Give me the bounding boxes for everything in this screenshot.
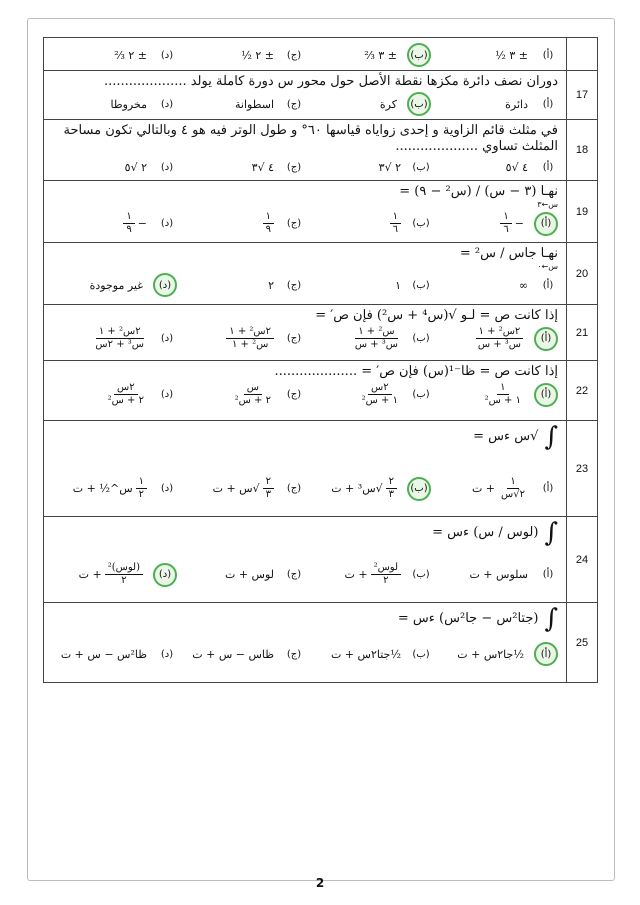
fraction-numerator: ٢س: [368, 382, 392, 395]
option-letter[interactable]: (ج): [286, 98, 302, 110]
fraction-numerator: (لوس)²: [105, 562, 143, 575]
integral-sign-icon: ∫: [544, 604, 558, 634]
fraction-numerator: ١: [507, 476, 518, 489]
fraction-denominator: س³ + س: [354, 339, 398, 350]
stem-text: (جتا²س − جا²س) ءس =: [397, 611, 539, 626]
option-letter[interactable]: (ب): [412, 648, 430, 660]
fraction-numerator: ٢س² + ١: [476, 326, 524, 339]
answer-option[interactable]: [177, 94, 304, 114]
answer-option[interactable]: [50, 562, 177, 587]
fraction-denominator: ٢√س: [501, 489, 525, 500]
question-row: [44, 603, 598, 683]
option-letter[interactable]: (ب): [412, 218, 430, 229]
question-row: [44, 181, 598, 243]
fraction-denominator: ٦: [503, 224, 509, 235]
option-expression: [232, 382, 274, 407]
option-tail: + ت: [78, 568, 102, 581]
option-letter[interactable]: (أ): [542, 569, 554, 580]
question-body: [44, 603, 567, 683]
option-fraction: [475, 326, 524, 351]
answer-option[interactable]: [431, 476, 558, 501]
question-number: 18: [567, 120, 598, 181]
page-number: 2: [315, 876, 325, 890]
option-expression: [73, 476, 147, 501]
answer-option[interactable]: [431, 565, 558, 585]
fraction-denominator: ٢ + س²: [107, 395, 144, 406]
question-stem: [50, 424, 558, 450]
option-fraction: [482, 382, 524, 407]
selected-answer-circle[interactable]: (أ): [534, 383, 558, 407]
option-letter[interactable]: (د): [160, 333, 174, 344]
option-fraction: [136, 476, 147, 501]
fraction-numerator: ٢: [263, 476, 274, 489]
question-row: [44, 38, 598, 71]
fraction-denominator: س³ + ٢س: [95, 339, 144, 350]
answer-option[interactable]: [431, 45, 558, 65]
options-row: [50, 273, 558, 297]
option-fraction: [352, 326, 401, 351]
fraction-numerator: ١: [136, 476, 147, 489]
integral-sign-icon: ∫: [544, 422, 558, 452]
selected-answer-circle[interactable]: (د): [153, 563, 177, 587]
options-row: [50, 211, 558, 236]
option-letter[interactable]: (د): [160, 389, 174, 400]
options-row: [50, 382, 558, 407]
answer-option[interactable]: [50, 94, 177, 114]
option-expression: [79, 562, 143, 587]
question-stem: [50, 74, 558, 90]
question-stem: [50, 123, 558, 155]
question-body: [44, 38, 567, 71]
option-letter[interactable]: (ب): [412, 389, 430, 400]
selected-answer-circle[interactable]: (ب): [407, 43, 431, 67]
limit-subscript: س←٣: [537, 200, 558, 209]
answer-option[interactable]: [177, 157, 304, 177]
answer-option[interactable]: [304, 43, 431, 67]
option-expression: [359, 382, 401, 407]
fraction-denominator: ٢: [383, 575, 389, 586]
fraction-denominator: ٢ + س²: [234, 395, 271, 406]
option-expression: [105, 382, 147, 407]
question-stem: [50, 246, 558, 271]
question-body: [44, 421, 567, 517]
answer-option[interactable]: [304, 326, 431, 351]
option-value: ± ٣ ⅔: [364, 48, 397, 62]
question-number: 19: [567, 181, 598, 243]
selected-answer-circle[interactable]: (ب): [407, 477, 431, 501]
answer-option[interactable]: [304, 211, 431, 236]
option-tail: + ت: [344, 568, 368, 581]
question-number: 17: [567, 71, 598, 120]
limit-subscript: س←٠: [537, 262, 558, 271]
option-expression: [472, 476, 528, 501]
fraction-denominator: ٢: [121, 575, 127, 586]
option-expression: [390, 211, 401, 236]
question-number: 20: [567, 243, 598, 305]
option-letter[interactable]: (ج): [286, 279, 302, 291]
option-letter[interactable]: (ب): [412, 161, 430, 173]
fraction-numerator: ١: [123, 211, 134, 224]
answer-option[interactable]: [177, 565, 304, 585]
option-value: ∞: [518, 278, 528, 292]
exam-table: [43, 37, 598, 683]
fraction-denominator: ١ + س²: [361, 395, 398, 406]
option-value: ± ٢ ½: [241, 48, 274, 62]
stem-text: √س ءس =: [473, 429, 539, 444]
options-row: [50, 157, 558, 177]
option-letter[interactable]: (ب): [412, 569, 430, 580]
question-number: 25: [567, 603, 598, 683]
answer-option[interactable]: [431, 326, 558, 351]
option-letter[interactable]: (د): [160, 161, 174, 173]
question-number: 23: [567, 421, 598, 517]
option-letter[interactable]: (ج): [286, 648, 302, 660]
answer-option[interactable]: [177, 326, 304, 351]
answer-option[interactable]: [177, 644, 304, 664]
option-tail: س^½ + ت: [72, 482, 133, 495]
question-stem: [50, 606, 558, 632]
question-body: [44, 361, 567, 421]
option-value: اسطوانة: [235, 97, 274, 111]
option-tail: √س + ت: [212, 482, 260, 495]
option-fraction: [123, 211, 134, 236]
option-value: سلوس + ت: [469, 568, 528, 581]
fraction-numerator: ٢س: [114, 382, 138, 395]
selected-answer-circle[interactable]: (د): [153, 273, 177, 297]
option-value: دائرة: [505, 97, 528, 111]
option-value: لوس + ت: [224, 568, 274, 581]
option-expression: [352, 326, 401, 351]
answer-option[interactable]: [431, 642, 558, 666]
option-fraction: [226, 326, 274, 351]
option-sign: −: [514, 217, 524, 230]
option-expression: [123, 211, 147, 236]
question-body: [44, 305, 567, 361]
option-letter[interactable]: (ج): [286, 218, 302, 229]
option-value: ½جا٢س + ت: [457, 647, 524, 661]
option-expression: [92, 326, 147, 351]
option-expression: [263, 211, 274, 236]
stem-text: إذا كانت ص = لـو √(س⁴ + س²) فإن ص′ =: [315, 308, 558, 323]
selected-answer-circle[interactable]: (أ): [534, 327, 558, 351]
option-fraction: [386, 476, 397, 501]
option-fraction: [390, 211, 401, 236]
fraction-numerator: س: [244, 382, 262, 395]
fraction-denominator: س³ + س: [477, 339, 521, 350]
option-letter[interactable]: (ج): [286, 333, 302, 344]
option-value: كرة: [379, 97, 397, 111]
option-expression: [500, 211, 524, 236]
question-stem: [50, 364, 558, 380]
question-row: [44, 71, 598, 120]
question-number: [567, 38, 598, 71]
answer-option[interactable]: [50, 644, 177, 664]
option-letter[interactable]: (أ): [542, 483, 554, 494]
fraction-numerator: لوس²: [371, 562, 401, 575]
option-expression: [226, 326, 274, 351]
option-value: ٤ √٥: [505, 160, 528, 174]
options-row: [50, 92, 558, 116]
answer-option[interactable]: [177, 382, 304, 407]
option-fraction: [359, 382, 401, 407]
fraction-denominator: ٦: [392, 224, 398, 235]
answer-option[interactable]: [50, 45, 177, 65]
option-letter[interactable]: (أ): [542, 49, 554, 61]
fraction-numerator: ١: [500, 211, 511, 224]
fraction-denominator: ٢: [138, 489, 144, 500]
fraction-numerator: ١: [390, 211, 401, 224]
answer-option[interactable]: [431, 94, 558, 114]
fraction-denominator: ٣: [265, 489, 271, 500]
option-tail: √س³ + ت: [331, 482, 383, 495]
answer-option[interactable]: [50, 211, 177, 236]
answer-option[interactable]: [50, 157, 177, 177]
option-expression: [331, 476, 397, 501]
option-letter[interactable]: (ج): [286, 389, 302, 400]
stem-text: نهـا جاس / س² =: [459, 246, 558, 261]
option-value: ظاس − س + ت: [192, 647, 274, 661]
question-stem: [50, 520, 558, 546]
option-letter[interactable]: (د): [160, 49, 174, 61]
fraction-numerator: ١: [497, 382, 508, 395]
answer-option[interactable]: [304, 562, 431, 587]
option-expression: [344, 562, 401, 587]
question-body: [44, 181, 567, 243]
option-letter[interactable]: (د): [160, 98, 174, 110]
stem-text: نهـا (٣ − س) / (س² − ٩) =: [399, 184, 558, 199]
question-row: [44, 120, 598, 181]
options-row: [50, 43, 558, 67]
option-fraction: [92, 326, 147, 351]
option-value: مخروطا: [110, 97, 147, 111]
option-value: ٢ √٥: [124, 160, 147, 174]
option-letter[interactable]: (أ): [542, 98, 554, 110]
fraction-numerator: ٢س² + ١: [226, 326, 274, 339]
option-fraction: [232, 382, 274, 407]
option-value: ٢ √٣: [378, 160, 401, 174]
option-fraction: [263, 211, 274, 236]
answer-option[interactable]: [304, 382, 431, 407]
option-expression: [475, 326, 524, 351]
answer-option[interactable]: [304, 275, 431, 295]
option-fraction: [105, 562, 143, 587]
question-body: [44, 120, 567, 181]
option-fraction: [263, 476, 274, 501]
option-fraction: [105, 382, 147, 407]
question-number: 21: [567, 305, 598, 361]
option-value: ½جتا٢س + ت: [330, 647, 401, 661]
option-letter[interactable]: (د): [160, 483, 174, 494]
option-value: ٤ √٣: [251, 160, 274, 174]
stem-text: دوران نصف دائرة مكزها نقطة الأصل حول محور س دورة كاملة يولد ....................: [103, 74, 558, 89]
question-body: [44, 71, 567, 120]
answer-option[interactable]: [304, 92, 431, 116]
selected-answer-circle[interactable]: (ب): [407, 92, 431, 116]
option-letter[interactable]: (أ): [542, 161, 554, 173]
question-row: [44, 517, 598, 603]
option-value: ظا²س − س + ت: [60, 647, 147, 661]
option-sign: −: [137, 217, 147, 230]
fraction-numerator: ١: [263, 211, 274, 224]
answer-option[interactable]: [304, 157, 431, 177]
answer-option[interactable]: [177, 45, 304, 65]
question-stem: [50, 184, 558, 209]
answer-option[interactable]: [50, 273, 177, 297]
question-row: [44, 305, 598, 361]
option-letter[interactable]: (أ): [542, 279, 554, 291]
fraction-numerator: ٢س² + ١: [96, 326, 144, 339]
question-number: 22: [567, 361, 598, 421]
question-row: [44, 243, 598, 305]
option-value: ١: [395, 278, 401, 292]
option-value: غير موجودة: [89, 278, 143, 292]
question-body: [44, 243, 567, 305]
options-row: [50, 476, 558, 501]
fraction-denominator: ٣: [388, 489, 394, 500]
question-row: [44, 421, 598, 517]
fraction-numerator: س² + ١: [355, 326, 397, 339]
question-row: [44, 361, 598, 421]
options-row: [50, 326, 558, 351]
option-value: ٢: [268, 278, 274, 292]
option-letter[interactable]: (ب): [412, 279, 430, 291]
option-letter[interactable]: (ج): [286, 161, 302, 173]
stem-text: إذا كانت ص = ظا⁻¹(س) فإن ص′ = ....................: [274, 364, 558, 379]
answer-option[interactable]: [50, 326, 177, 351]
answer-option[interactable]: [431, 382, 558, 407]
option-value: ± ٢ ⅔: [114, 48, 147, 62]
answer-option[interactable]: [50, 382, 177, 407]
options-row: [50, 562, 558, 587]
option-letter[interactable]: (ج): [286, 49, 302, 61]
answer-option[interactable]: [177, 275, 304, 295]
question-number: 24: [567, 517, 598, 603]
option-letter[interactable]: (ج): [286, 483, 302, 494]
answer-option[interactable]: [431, 157, 558, 177]
integral-sign-icon: ∫: [544, 518, 558, 548]
option-fraction: [500, 211, 511, 236]
option-expression: [482, 382, 524, 407]
selected-answer-circle[interactable]: (أ): [534, 212, 558, 236]
answer-option[interactable]: [50, 476, 177, 501]
answer-option[interactable]: [304, 476, 431, 501]
stem-text: في مثلث قائم الزاوية و إحدى زواياه قياسها ٦٠° و طول الوتر فيه هو ٤ وبالتالي تكون مساحة المثلث تساوي ....................: [63, 123, 558, 154]
option-letter[interactable]: (د): [160, 648, 174, 660]
answer-option[interactable]: [304, 644, 431, 664]
fraction-denominator: ٩: [265, 224, 271, 235]
answer-option[interactable]: [177, 211, 304, 236]
answer-option[interactable]: [431, 211, 558, 236]
question-body: [44, 517, 567, 603]
option-fraction: [371, 562, 401, 587]
stem-text: (لوس / س) ءس =: [432, 525, 539, 540]
option-letter[interactable]: (د): [160, 218, 174, 229]
selected-answer-circle[interactable]: (أ): [534, 642, 558, 666]
fraction-denominator: ٩: [126, 224, 132, 235]
option-tail: + ت: [471, 482, 496, 495]
answer-option[interactable]: [177, 476, 304, 501]
answer-option[interactable]: [431, 275, 558, 295]
fraction-denominator: ١ + س²: [484, 395, 521, 406]
option-letter[interactable]: (ج): [286, 569, 302, 580]
option-letter[interactable]: (ب): [412, 333, 430, 344]
fraction-numerator: ٢: [386, 476, 397, 489]
option-value: ± ٣ ½: [495, 48, 528, 62]
option-expression: [213, 476, 274, 501]
option-fraction: [498, 476, 528, 501]
question-stem: [50, 308, 558, 324]
options-row: [50, 642, 558, 666]
fraction-denominator: س² + ١: [231, 339, 269, 350]
